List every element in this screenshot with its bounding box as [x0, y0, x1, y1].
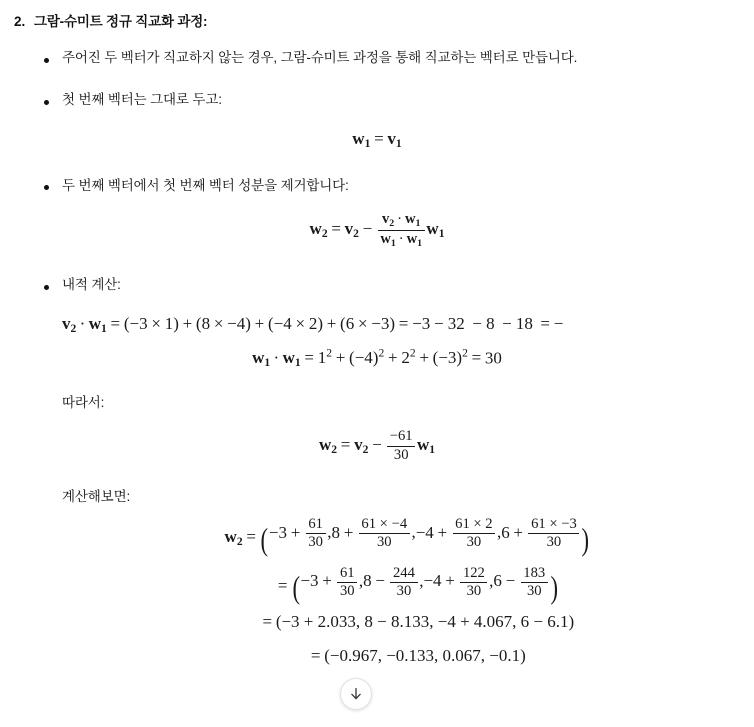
derivation-line	[0, 566, 754, 606]
vector-w1: $w_1$	[406, 231, 423, 249]
fraction-numerator: 61	[308, 516, 323, 533]
list-item-label: 첫 번째 벡터는 그대로 두고:	[62, 92, 222, 108]
times-sign: ×	[213, 313, 224, 333]
fraction-denominator: 30	[460, 582, 487, 599]
content-list	[0, 48, 754, 296]
fraction-numerator: 61 × 2	[455, 516, 493, 533]
vector-w1: $w_1$	[404, 210, 421, 229]
squared-term: $1^2$	[317, 346, 332, 368]
operator: +	[437, 522, 448, 542]
list-item-label: 두 번째 벡터에서 첫 번째 벡터 성분을 제거합니다:	[62, 177, 349, 193]
list-item	[0, 48, 754, 68]
section-heading	[0, 0, 754, 30]
operator: +	[322, 571, 332, 591]
fraction-numerator	[378, 212, 425, 230]
component: 8 − $\frac{244}{30}$	[363, 571, 419, 590]
arrow-down-icon	[348, 686, 364, 702]
right-paren: )	[581, 521, 590, 557]
vector-w1: $w_1$	[380, 231, 396, 249]
derivation-rhs: (−0.967, −0.133, 0.067, −0.1)	[324, 646, 526, 666]
component: −4 + $\frac{122}{30}$	[423, 571, 489, 590]
operator: −	[505, 571, 516, 591]
fraction	[528, 517, 579, 551]
left-paren: (	[260, 521, 269, 557]
derivation-rhs	[260, 517, 591, 557]
comma: ,	[358, 571, 364, 591]
vector-w1: $w_1$	[352, 128, 371, 150]
fraction	[453, 517, 496, 551]
derivation-rhs	[291, 566, 559, 606]
comma: ,	[496, 522, 502, 542]
plus-sign: +	[387, 348, 398, 368]
compute-label: 계산해보면:	[62, 489, 131, 505]
equals-sign: =	[277, 575, 288, 595]
list-item	[0, 275, 754, 295]
bullet-icon	[44, 58, 49, 63]
sum-term: − 32	[433, 313, 465, 333]
term-group: (6 × −3)	[340, 313, 396, 333]
vector-w1: $w_1$	[88, 313, 107, 335]
vector-w1: $w_1$	[282, 348, 301, 370]
equals-sign: =	[374, 128, 384, 148]
comma: ,	[489, 571, 494, 591]
equals-sign: =	[262, 612, 273, 632]
squared-term: $2^2$	[401, 346, 416, 368]
operator: +	[290, 522, 301, 542]
fraction-numerator: 61	[339, 564, 355, 581]
minus-sign: −	[362, 219, 373, 239]
dot-operator: ·	[397, 210, 403, 227]
sum-term: −3	[412, 313, 431, 333]
fraction	[460, 566, 487, 600]
equation-w1-equals-v1	[0, 129, 754, 150]
dot-operator: ·	[398, 231, 404, 248]
right-paren: )	[550, 570, 558, 606]
list-item-label: 내적 계산:	[62, 277, 121, 293]
fraction	[306, 517, 326, 551]
vector-w2: $w_2$	[318, 434, 338, 457]
equals-sign: =	[110, 313, 121, 333]
component: 6 − $\frac{183}{30}$	[493, 571, 549, 590]
fraction-denominator: 30	[528, 533, 579, 550]
fraction-numerator: 61 × −3	[531, 516, 577, 533]
term-group: (8 × −4)	[195, 313, 251, 333]
component: 6 + $\frac{61 \times -3}{30}$	[501, 523, 581, 542]
term-group: (−4 × 2)	[267, 313, 323, 333]
equals-sign: =	[471, 348, 482, 368]
fraction-numerator: 183	[523, 564, 546, 581]
operator: −	[375, 571, 385, 591]
derivation-lhs	[180, 612, 276, 632]
equals-sign: =	[310, 646, 321, 666]
equals-sign: =	[340, 434, 351, 454]
fraction-denominator	[378, 230, 425, 249]
fraction-minus61-over-30	[387, 429, 415, 463]
fraction	[390, 566, 417, 600]
fraction-denominator: 30	[390, 582, 417, 599]
fraction-numerator: 61 × −4	[361, 516, 408, 533]
fraction-denominator: 30	[453, 533, 496, 550]
sum-term: − 18	[502, 313, 533, 333]
equals-sign: =	[398, 313, 409, 333]
comma: ,	[327, 522, 332, 542]
derivation-line	[0, 646, 754, 666]
vector-v2: $v_2$	[354, 434, 369, 457]
equation-final-derivation	[0, 517, 754, 666]
fraction	[521, 566, 548, 600]
fraction	[337, 566, 357, 600]
equals-sign: =	[246, 526, 256, 546]
derivation-lhs	[195, 576, 291, 596]
vector-w2: $w_2$	[224, 526, 243, 548]
vector-v1: $v_1$	[387, 128, 402, 150]
vector-w1: $w_1$	[426, 219, 445, 241]
derivation-line	[0, 612, 754, 632]
vector-w2: $w_2$	[309, 219, 328, 241]
norm-value: 30	[484, 348, 502, 368]
derivation-line	[0, 517, 754, 557]
equation-norm-squared-w1	[0, 347, 754, 370]
operator: +	[343, 522, 354, 542]
clipped-result: −	[553, 313, 564, 333]
equals-sign: =	[304, 348, 314, 368]
plus-sign: +	[182, 313, 193, 333]
equation-dot-product-v2-w1	[0, 314, 754, 335]
component: −4 + $\frac{61 \times 2}{30}$	[416, 523, 497, 542]
vector-w1: $w_1$	[416, 434, 435, 457]
derivation-lhs	[164, 527, 260, 548]
vector-w1: $w_1$	[252, 348, 271, 370]
list-item-label: 주어진 두 벡터가 직교하지 않는 경우, 그람-슈미트 과정을 통해 직교하는 벡터로 만듭니다.	[62, 50, 578, 65]
dot-operator: ·	[273, 348, 280, 368]
term-group: (−3 × 1)	[123, 313, 179, 333]
sum-term: − 8	[472, 313, 495, 333]
times-sign: ×	[357, 313, 368, 333]
fraction-projection-coefficient	[378, 212, 425, 249]
scroll-to-bottom-button[interactable]	[340, 678, 372, 710]
comma: ,	[419, 571, 424, 591]
fraction-numerator: 244	[392, 564, 415, 581]
section-number: 2.	[14, 14, 26, 29]
equation-w2-with-coefficient	[0, 429, 754, 463]
equals-sign: =	[331, 219, 341, 239]
fraction	[359, 517, 410, 551]
bullet-icon	[44, 100, 49, 105]
fraction-denominator: 30	[359, 533, 410, 550]
fraction-denominator: 30	[306, 533, 326, 550]
left-paren: (	[292, 570, 300, 606]
list-item	[0, 90, 754, 110]
fraction-denominator: 30	[337, 582, 357, 599]
operator: +	[445, 571, 455, 591]
times-sign: ×	[151, 313, 161, 333]
derivation-rhs: (−3 + 2.033, 8 − 8.133, −4 + 4.067, 6 − 6.1)	[275, 612, 575, 632]
bullet-icon	[44, 285, 49, 290]
vector-v2: $v_2$	[344, 219, 359, 241]
minus-sign: −	[372, 434, 382, 454]
bullet-icon	[44, 185, 49, 190]
plus-sign: +	[326, 313, 337, 333]
equation-projection-formula	[0, 212, 754, 249]
vector-v2: $v_2$	[381, 210, 395, 229]
plus-sign: +	[419, 348, 429, 368]
dot-operator: ·	[79, 313, 86, 333]
component: −3 + $\frac{61}{30}$	[300, 571, 358, 590]
plus-sign: +	[335, 348, 346, 368]
equals-sign: =	[540, 313, 550, 333]
vector-v2: $v_2$	[62, 313, 77, 335]
plus-sign: +	[254, 313, 265, 333]
component: −3 + $\frac{61}{30}$	[269, 523, 327, 542]
fraction-numerator: 122	[462, 564, 485, 581]
component: 8 + $\frac{61 \times -4}{30}$	[332, 523, 412, 542]
therefore-label: 따라서:	[62, 395, 105, 411]
comma: ,	[411, 522, 416, 542]
squared-term: $(-3)^2$	[432, 346, 468, 368]
list-item	[0, 176, 754, 196]
times-sign: ×	[295, 313, 306, 333]
fraction-denominator: 30	[521, 582, 548, 599]
squared-term: $(-4)^2$	[349, 346, 385, 368]
page-title: 그람-슈미트 정규 직교화 과정:	[34, 14, 208, 29]
operator: +	[513, 522, 524, 542]
derivation-lhs	[228, 646, 324, 666]
fraction-denominator: 30	[387, 446, 415, 463]
fraction-numerator: −61	[389, 428, 413, 445]
